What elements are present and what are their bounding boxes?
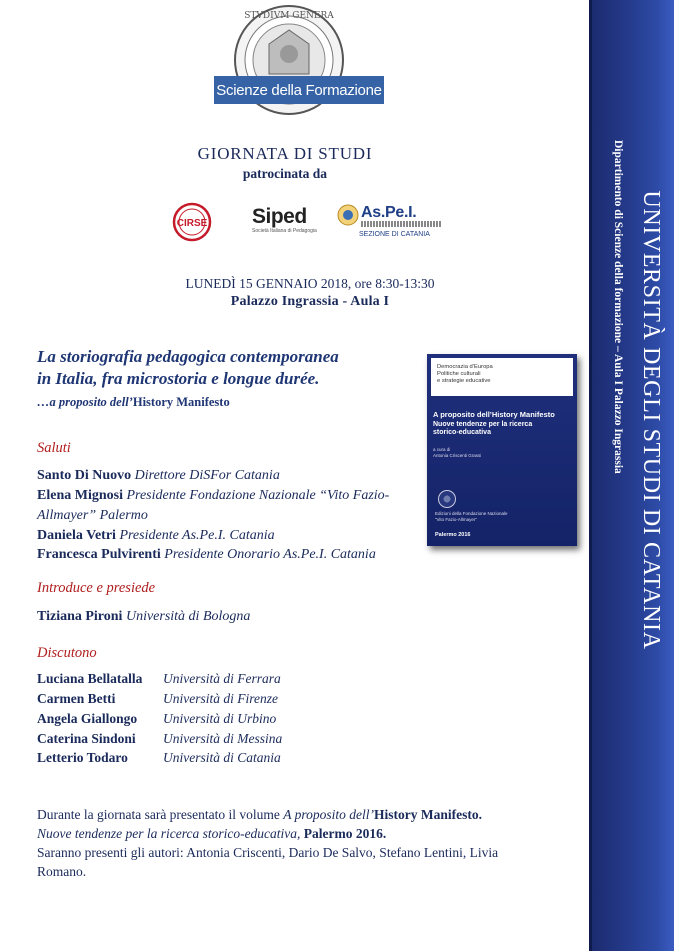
saluti-person: [37, 466, 437, 486]
book-cover: [427, 354, 577, 546]
discussant-row: [37, 691, 278, 707]
event-title-line-2: in Italia, fra microstoria e longue durée.: [37, 369, 320, 388]
person-name: Caterina Sindoni: [37, 731, 136, 746]
book-subtitle: [433, 421, 573, 437]
book-editor-line: Antonia Criscenti Grassi: [433, 453, 482, 458]
aspei-section: SEZIONE DI CATANIA: [359, 231, 430, 238]
person-name: Santo Di Nuovo: [37, 468, 132, 483]
siped-subtitle: Società Italiana di Pedagogia: [252, 228, 317, 234]
aspei-wordmark: As.Pe.I.: [361, 204, 417, 221]
person-university: Università di Ferrara: [163, 671, 281, 686]
book-series-line: e strategie educative: [437, 378, 491, 384]
note-book-title: A proposito dell’: [283, 807, 375, 822]
siped-logo: [252, 206, 318, 246]
sponsored-by-label: patrocinata da: [242, 166, 328, 181]
book-subtitle-line: storico-educativa: [433, 429, 491, 436]
person-name: Francesca Pulvirenti: [37, 547, 161, 562]
book-series-box: [431, 358, 573, 396]
book-series-line: Politiche culturali: [437, 371, 481, 377]
event-date: LUNEDÌ 15 GENNAIO 2018, ore 8:30-13:30: [185, 276, 435, 291]
book-editor: [433, 447, 573, 459]
cirse-logo: [172, 202, 212, 242]
section-label-saluti: Saluti: [37, 440, 71, 456]
person-role: Università di Bologna: [125, 609, 251, 624]
book-subtitle-line: Nuove tendenze per la ricerca: [433, 421, 533, 428]
note-line-1: [37, 805, 557, 824]
aspei-logo: [337, 204, 437, 244]
book-emblem-icon: [438, 490, 456, 508]
aspei-emblem-icon: [337, 204, 359, 226]
saluti-person: [37, 486, 437, 526]
event-title: [37, 346, 417, 390]
person-role: Presidente Fondazione Nazionale “Vito Fazio-Allmayer” Palermo: [37, 488, 390, 523]
event-title-line-1: La storiografia pedagogica contemporanea: [37, 347, 339, 366]
cirse-emblem-icon: [172, 202, 212, 242]
svg-text:STVDIVM GENERA: STVDIVM GENERA: [244, 11, 334, 21]
person-name: Angela Giallongo: [37, 711, 138, 726]
note-book-subtitle: Nuove tendenze per la ricerca storico-educativa,: [37, 826, 301, 841]
saluti-person: [37, 545, 437, 565]
person-role: Presidente Onorario As.Pe.I. Catania: [164, 547, 376, 562]
note-text: Durante la giornata sarà presentato il volume: [37, 807, 284, 822]
event-place: Palazzo Ingrassia - Aula I: [230, 294, 390, 309]
event-subtitle: [37, 395, 417, 410]
discussant-row: [37, 671, 281, 687]
university-seal-logo: [214, 4, 382, 120]
note-line-4: Romano.: [37, 864, 87, 879]
note-line-2: [37, 824, 557, 843]
book-series-line: Democrazia d’Europa: [437, 364, 493, 370]
book-publisher-line: Edizioni della Fondazione Nazionale: [435, 511, 508, 516]
person-name: Daniela Vetri: [37, 528, 116, 543]
book-publisher: [435, 511, 575, 522]
person-university: Università di Catania: [163, 750, 281, 765]
introduce-person: [37, 607, 437, 627]
person-name: Tiziana Pironi: [37, 609, 123, 624]
event-type-heading: GIORNATA DI STUDI: [197, 144, 373, 163]
svg-text:CIRSE: CIRSE: [176, 218, 208, 229]
note-book-title-bold: History Manifesto.: [374, 807, 483, 822]
subtitle-book: History Manifesto: [132, 395, 230, 409]
note-line-3: Saranno presenti gli autori: Antonia Criscenti, Dario De Salvo, Stefano Lentini, Livia: [37, 845, 499, 860]
book-title: A proposito dell’History Manifesto: [433, 410, 555, 419]
aspei-tagline: [361, 221, 441, 227]
person-name: Elena Mignosi: [37, 488, 123, 503]
logo-banner: Scienze della Formazione: [214, 76, 384, 104]
section-label-discutono: Discutono: [37, 645, 97, 661]
saluti-person: [37, 526, 437, 546]
department-name-vertical: Dipartimento di Scienze della formazione – Aula I Palazzo Ingrassia: [612, 140, 624, 474]
university-name-vertical: UNIVERSITÀ DEGLI STUDI DI CATANIA: [638, 190, 664, 650]
discussant-row: [37, 750, 281, 766]
person-university: Università di Firenze: [163, 691, 278, 706]
person-name: Luciana Bellatalla: [37, 671, 143, 686]
book-publisher-line: “Vito Fazio-Allmayer”: [435, 516, 477, 522]
discussant-row: [37, 731, 282, 747]
section-label-introduce: Introduce e presiede: [37, 580, 156, 596]
book-city-year: Palermo 2016: [435, 532, 471, 538]
person-name: Carmen Betti: [37, 691, 116, 706]
person-university: Università di Messina: [163, 731, 283, 746]
person-role: Direttore DiSFor Catania: [134, 468, 280, 483]
presentation-note: [37, 805, 557, 881]
book-editor-line: a cura di: [433, 447, 451, 452]
siped-wordmark: Siped: [252, 205, 307, 228]
sidebar-band-edge: [589, 0, 592, 951]
subtitle-prefix: …a proposito dell’: [37, 395, 133, 409]
discussant-row: [37, 711, 276, 727]
person-role: Presidente As.Pe.I. Catania: [119, 528, 275, 543]
note-book-place: Palermo 2016.: [300, 826, 387, 841]
person-university: Università di Urbino: [163, 711, 277, 726]
person-name: Letterio Todaro: [37, 750, 128, 765]
